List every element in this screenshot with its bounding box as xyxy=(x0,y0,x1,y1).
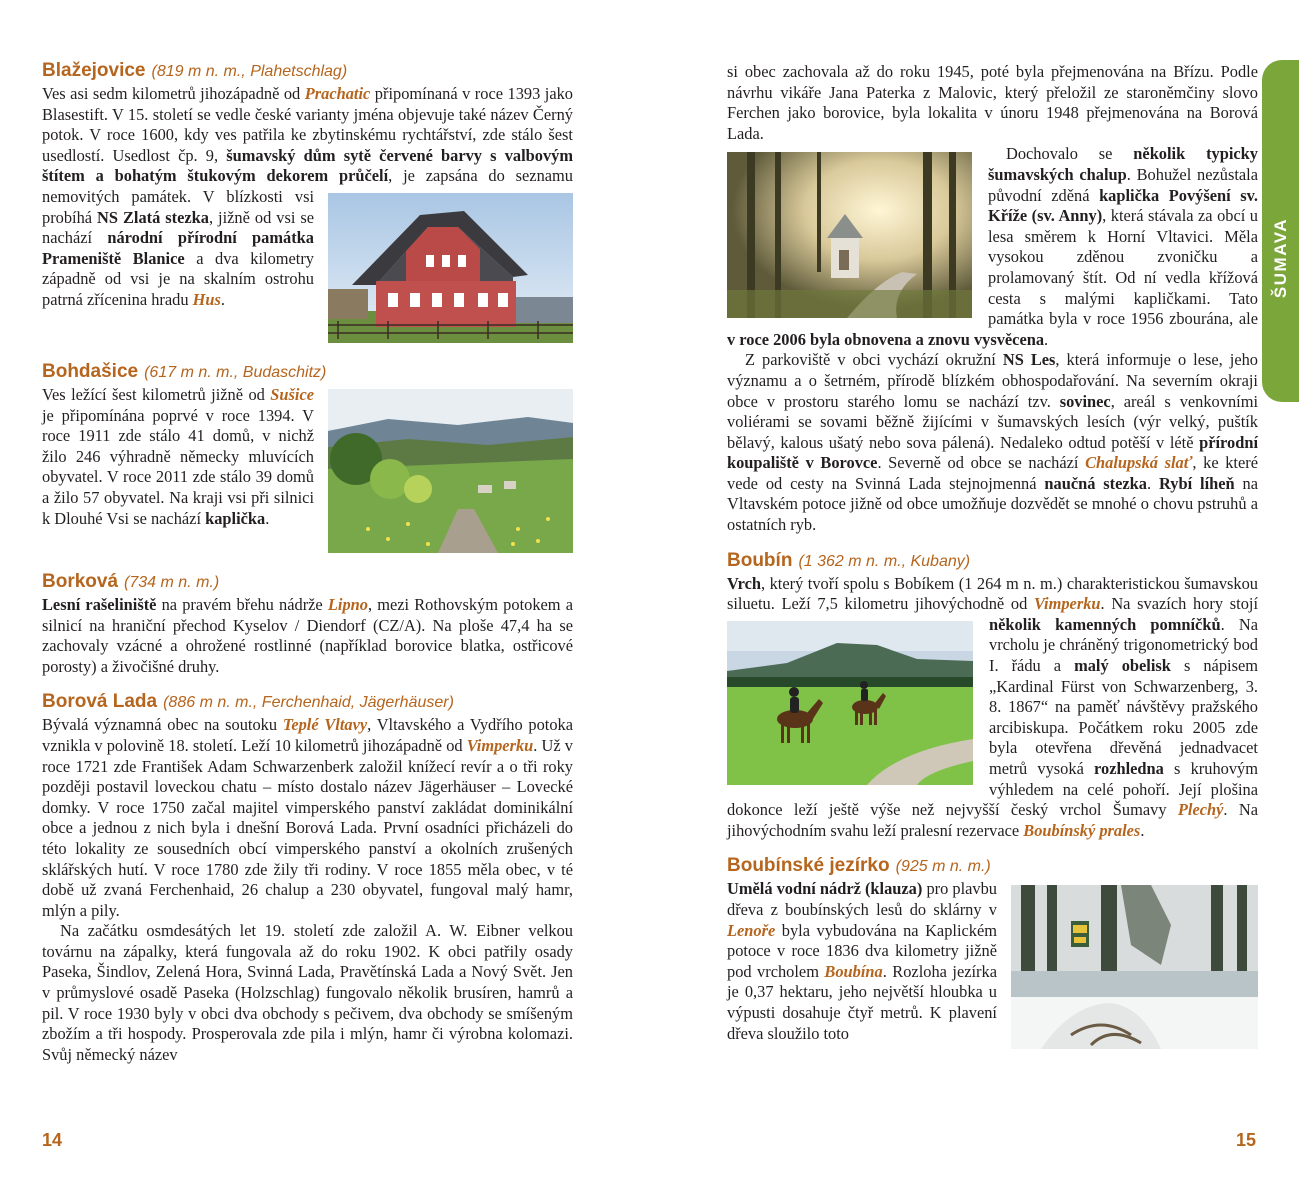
entry-text: Na začátku osmdesátých let 19. století zde založil A. W. Eibner velkou továrnu na zápalky, která fungovala až do roku 1902. K obci patřily osady Paseka, Šindlov, Zelená Hora, Svinná Lada, Pravětínská Lada a Nový Svět. Jen v průmyslové osadě Paseka (Holzschlag) fungovalo několik brusíren, hamrů a pil. V roce 1930 byly v obci dva obchody s pečivem, dva obchody se smíšeným zbožím a tři hospody. Prosperovala zde pila i mlýn, hamr či výrobna kolomazi. Svůj německý název xyxy=(42,921,573,1064)
right-page xyxy=(650,0,1299,1181)
entry-heading xyxy=(727,855,1258,878)
entry-blazejovice xyxy=(42,60,573,347)
page-number: 14 xyxy=(42,1130,63,1150)
entry-title: Blažejovice xyxy=(42,60,146,81)
entry-title: Bohdašice xyxy=(42,360,139,382)
entry-text: Ves asi sedm kilometrů jihozápadně od Prachatic připomínaná v roce 1393 jako Blasestift. V 15. století se vedle české varianty jména objevuje také název Černý potok. V roce 1600, kdy ves patřila ke zbytinskému rychtářství, zde stálo šest usedlostí. Usedlost čp. 9, šumavský dům sytě červené barvy s valbovým štítem a bohatým štukovým dekorem průčelí , je zapsána do seznamu nemovitých památek. V blízkosti vsi probíhá NS Zlatá stezka, jižně od vsi se nachází národní přírodní památka Prameniště Blanice a dva kilometry západně od vsi je na skalním ostrohu patrná zřícenina hradu Hus. xyxy=(42,84,573,311)
entry-boubinske-jezirko xyxy=(727,855,1258,1044)
place-link[interactable]: Hus xyxy=(192,289,221,309)
entry-text: Lesní rašeliniště na pravém břehu nádrže Lipno, mezi Rothovským potokem a silnicí na hraniční přechod Kyselov / Diendorf (CZ/A). Na ploše 47,4 ha se zachovaly vzácné a ohrožené rostlinné (například borovice blatka, ostřicové porosty) a živočišné druhy. xyxy=(42,594,573,676)
place-link[interactable]: Prachatic xyxy=(304,84,371,103)
house-photo xyxy=(328,193,573,343)
entry-meta: (819 m n. m., Plahetschlag) xyxy=(151,63,348,80)
chapter-tab-label: ŠUMAVA xyxy=(1270,218,1290,299)
village-landscape-photo xyxy=(328,389,573,553)
entry-heading xyxy=(42,60,573,83)
place-link[interactable]: Chalupská slať xyxy=(1085,453,1193,473)
place-link[interactable]: Boubína xyxy=(824,961,883,981)
entry-title: Boubínské jezírko xyxy=(727,855,890,877)
entry-text: Vrch, který tvoří spolu s Bobíkem (1 264 m n. m.) charakteristickou šumavskou siluetu. Leží 7,5 kilometru jihovýchodně od Vimperku. Na svazích hory stojí několik kamenných pomníčků. Na vrcholu je chráněný trigonometrický bod I. řádu a malý obelisk s nápisem „Kardinal Fürst von Schwarzenberg, 3. 8. 1867“ na paměť návštěvy pražského arcibiskupa. Počátkem roku 2005 zde byla otevřena dřevěná jednadvacet metrů vysoká rozhledna s kruhovým výhledem na celé pohoří. Její plošina dokonce leží ještě výše než nejvyšší český vrchol Šumavy Plechý. Na jihovýchodním svahu leží pralesní rezervace Boubínský prales. xyxy=(727,573,1258,840)
entry-text: Bývalá významná obec na soutoku Teplé Vltavy, Vltavského a Vydřího potoka vznikla v polovině 18. století. Leží 10 kilometrů jihozápadně od Vimperku. Už v roce 1721 zde František Adam Schwarzenberk založil knížecí revír a o tři roky později postavil loveckou chatu – místo dostalo název Jägerhäuser – Lovecké domky. V roce 1750 začal majitel vimperského panství zakládat dominikální obce a jednou z nich byla i dnešní Borová Lada. První osadníci přicházeli do této lokality ze sousedních obcí vimperského panství a okolních zrušených sklářských hutí. V roce 1780 zde žily tři rodiny. V roce 1855 měla obec, v té době už zvaná Ferchenhaid, 26 chalup a 230 obyvatel, fungoval malý hamr, mlýn a pily. xyxy=(42,715,574,920)
entry-title: Boubín xyxy=(727,549,793,571)
entry-bohdasice xyxy=(42,361,573,557)
winter-lake-photo xyxy=(1011,885,1258,1049)
chapter-tab xyxy=(1262,60,1299,402)
left-column xyxy=(42,60,573,1079)
place-link[interactable]: Boubínský prales xyxy=(1023,820,1141,840)
entry-heading xyxy=(42,691,573,714)
entry-borkova xyxy=(42,571,573,677)
place-link[interactable]: Plechý xyxy=(1177,800,1224,820)
right-column xyxy=(727,62,1258,1058)
entry-text: si obec zachovala až do roku 1945, poté byla přejmenována na Břízu. Podle návrhu vikáře Jana Paterka z Malovic, který přeložil ze staroněmčiny slovo Ferchen jako borovice, byla lokalita v únoru 1948 přejmenována na Borová Lada. xyxy=(727,62,1258,143)
entry-meta: (1 362 m n. m., Kubany) xyxy=(798,552,971,570)
place-link[interactable]: Sušice xyxy=(270,384,314,404)
entry-meta: (734 m n. m.) xyxy=(124,573,220,591)
entry-text: Dochovalo se několik typicky šumavských chalup. Bohužel nezůstala původní zděná kaplička Povýšení sv. Kříže (sv. Anny), která stávala za obcí u lesa směrem k Horní Vltavici. Měla vysokou zděnou zvoničku a prolamovaný štít. Od ní vedla křížová cesta s malými kapličkami. Tato památka byla v roce 1956 zbourána, ale v roce 2006 byla obnovena a znovu vysvěcena. xyxy=(727,144,1258,349)
entry-title: Borová Lada xyxy=(42,691,158,713)
entry-text: Ves ležící šest kilometrů jižně od Sušice je připomínána poprvé v roce 1394. V roce 1911 zde stálo 41 domů, v nichž žilo 246 výhradně německy mluvících obyvatel. V roce 2011 zde stálo 39 domů a žilo 57 obyvatel. Na kraji vsi při silnici k Dlouhé Vsi se nachází kaplička. xyxy=(42,384,314,528)
page-number: 15 xyxy=(1236,1130,1257,1150)
entry-text: Z parkoviště v obci vychází okružní NS Les, která informuje o lese, jeho významu a o šetrném, přírodě blízkém obhospodařování. Na severním okraji obce v prostoru starého lomu se nachází tzv. sovinec, areál s venkovními voliérami se sovami běžně žijícími v šumavských lesích (výr velký, puštík bělavý, kalous ušatý nebo sova pálená). Nedaleko odtud potěší v létě přírodní koupaliště v Borovce. Severně od obce se nachází Chalupská slať, ke které vede od cesty na Svinná Lada stejnojmenná naučná stezka. Rybí líheň na Vltavském potoce jižně od obce umožňuje dozvědět se mnohé o chovu pstruhů a ostatních ryb. xyxy=(727,350,1258,535)
place-link[interactable]: Teplé Vltavy xyxy=(282,715,368,735)
entry-meta: (886 m n. m., Ferchenhaid, Jägerhäuser) xyxy=(163,694,454,712)
chapel-forest-photo xyxy=(727,152,972,318)
entry-meta: (925 m n. m.) xyxy=(895,858,991,876)
entry-boubin xyxy=(727,550,1258,842)
left-page xyxy=(0,0,649,1181)
entry-borova-lada xyxy=(42,691,573,1065)
place-link[interactable]: Lenoře xyxy=(727,920,776,940)
entry-heading xyxy=(42,361,573,384)
place-link[interactable]: Lipno xyxy=(327,594,368,614)
entry-meta: (617 m n. m., Budaschitz) xyxy=(144,363,327,381)
place-link[interactable]: Vimperku xyxy=(1034,594,1101,614)
place-link[interactable]: Vimperku xyxy=(466,735,534,755)
entry-heading xyxy=(42,571,573,594)
horse-riders-photo xyxy=(727,621,973,785)
entry-title: Borková xyxy=(42,570,119,592)
entry-borova-lada-continued xyxy=(727,62,1258,536)
entry-heading xyxy=(727,550,1258,573)
entry-text: Umělá vodní nádrž (klauza) pro plavbu dřeva z boubínských lesů do sklárny v Lenoře byla vybudována na Kaplickém potoce v roce 1836 dva kilometry jižně pod vrcholem Boubína. Rozloha jezírka je 0,37 hektaru, jeho největší hloubka u výpusti dosahuje čtyř metrů. K plavení dřeva sloužilo toto xyxy=(727,879,998,1043)
